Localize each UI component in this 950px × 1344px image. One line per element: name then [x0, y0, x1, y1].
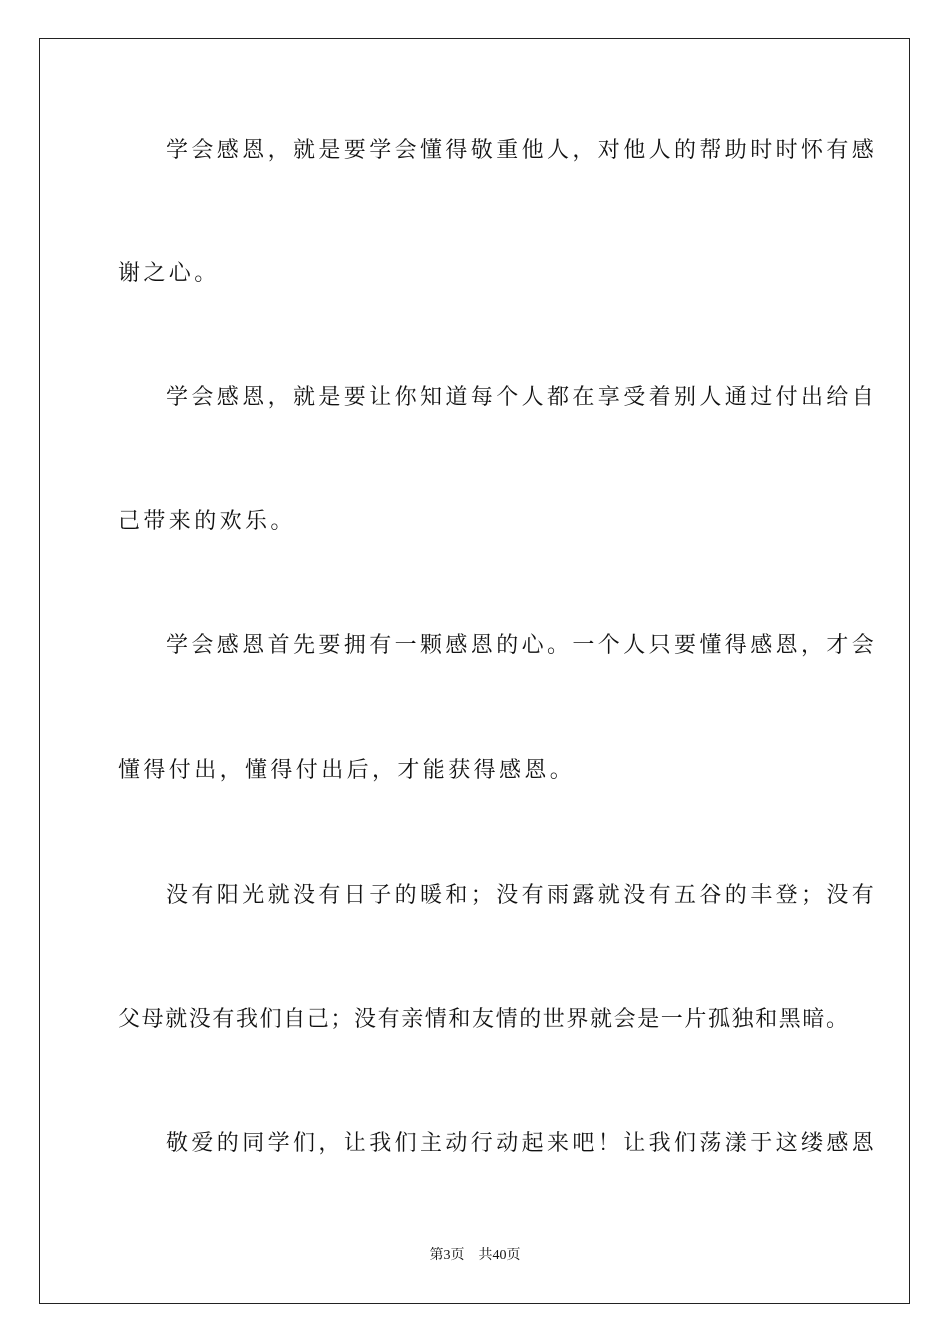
page-footer: [0, 1246, 950, 1266]
paragraph-line: 学会感恩首先要拥有一颗感恩的心。一个人只要懂得感恩，才会: [166, 633, 878, 658]
paragraph-line: 父母就没有我们自己；没有亲情和友情的世界就会是一片孤独和黑暗。: [118, 1007, 850, 1032]
page-total: 共40页: [478, 1248, 521, 1263]
paragraph-line: 学会感恩，就是要让你知道每个人都在享受着别人通过付出给自: [166, 385, 878, 410]
paragraph-line: 己带来的欢乐。: [118, 509, 296, 534]
page-number: 第3页: [429, 1248, 465, 1263]
paragraph-line: 学会感恩，就是要学会懂得敬重他人，对他人的帮助时时怀有感: [166, 138, 878, 163]
paragraph-line: 懂得付出，懂得付出后，才能获得感恩。: [118, 758, 576, 783]
paragraph-line: 谢之心。: [118, 261, 220, 286]
page-border: [39, 38, 910, 1304]
paragraph-line: 敬爱的同学们，让我们主动行动起来吧！让我们荡漾于这缕感恩: [166, 1131, 878, 1156]
paragraph-line: 没有阳光就没有日子的暖和；没有雨露就没有五谷的丰登；没有: [166, 883, 878, 908]
